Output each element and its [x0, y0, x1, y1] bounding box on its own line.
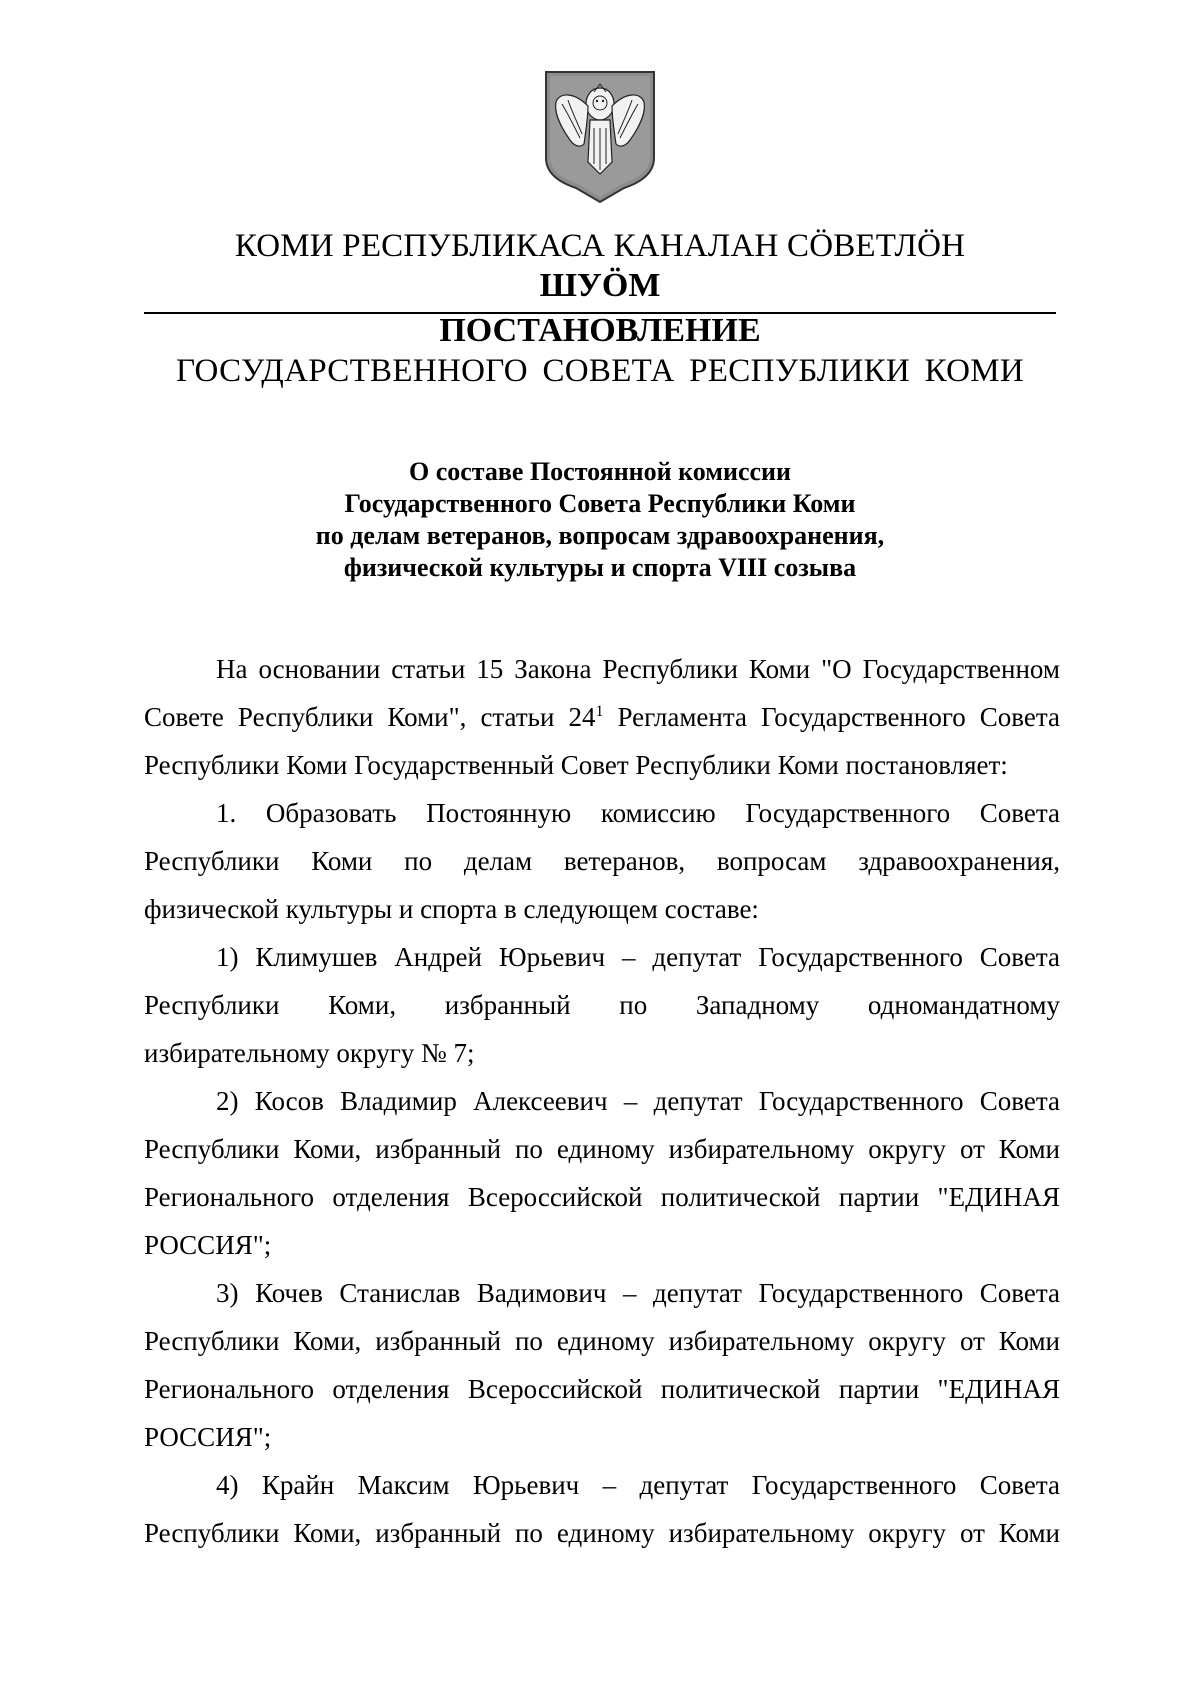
body-line: физической культуры и спорта в следующем составе:	[144, 894, 759, 924]
header-postanovlenie: ПОСТАНОВЛЕНИЕ	[439, 312, 761, 349]
body-line-part: Совете Республики Коми", статьи 24	[144, 702, 596, 732]
body-line: Республики Коми, избранный по единому избирательному округу от Коми	[144, 1134, 1060, 1164]
body-line	[144, 693, 1060, 741]
body-line: РОССИЯ";	[144, 1422, 272, 1452]
body-line: избирательному округу № 7;	[144, 1038, 475, 1068]
body-line: Регионального отделения Всероссийской политической партии "ЕДИНАЯ	[144, 1182, 1060, 1212]
title-line: физической культуры и спорта VIII созыва	[343, 553, 857, 582]
body-line: Республики Коми по делам ветеранов, вопросам здравоохранения,	[144, 846, 1060, 876]
title-line: О составе Постоянной комиссии	[408, 457, 792, 486]
body-line: Республики Коми, избранный по Западному одномандатному	[144, 990, 1060, 1020]
document-title	[0, 456, 1200, 584]
body-line: РОССИЯ";	[144, 1230, 272, 1260]
body-line: 4) Крайн Максим Юрьевич – депутат Государственного Совета	[216, 1470, 1060, 1500]
header-shuom: ШУӦМ	[539, 267, 661, 304]
body-line: 3) Кочев Станислав Вадимович – депутат Государственного Совета	[216, 1278, 1060, 1308]
superscript: 1	[595, 703, 604, 720]
body-line: 1. Образовать Постоянную комиссию Государственного Совета	[216, 798, 1060, 828]
title-line: Государственного Совета Республики Коми	[344, 489, 856, 518]
header-komi-line: КОМИ РЕСПУБЛИКАСА КАНАЛАН СӦВЕТЛӦН	[234, 228, 966, 264]
body-line: Республики Коми Государственный Совет Республики Коми постановляет:	[144, 750, 1008, 780]
title-line: по делам ветеранов, вопросам здравоохранения,	[315, 521, 885, 550]
body-line: На основании статьи 15 Закона Республики Коми "О Государственном	[216, 654, 1060, 684]
body-line: Регионального отделения Всероссийской политической партии "ЕДИНАЯ	[144, 1374, 1060, 1404]
body-line: 1) Климушев Андрей Юрьевич – депутат Государственного Совета	[216, 942, 1060, 972]
document-body	[144, 645, 1060, 1557]
body-line-part: Регламента Государственного Совета	[603, 702, 1060, 732]
body-line: Республики Коми, избранный по единому избирательному округу от Коми	[144, 1518, 1060, 1548]
body-line: Республики Коми, избранный по единому избирательному округу от Коми	[144, 1326, 1060, 1356]
header-gossovet-line: ГОСУДАРСТВЕННОГО СОВЕТА РЕСПУБЛИКИ КОМИ	[175, 353, 1024, 389]
komi-coat-of-arms-icon	[544, 70, 656, 204]
body-line: 2) Косов Владимир Алексеевич – депутат Государственного Совета	[216, 1086, 1060, 1116]
